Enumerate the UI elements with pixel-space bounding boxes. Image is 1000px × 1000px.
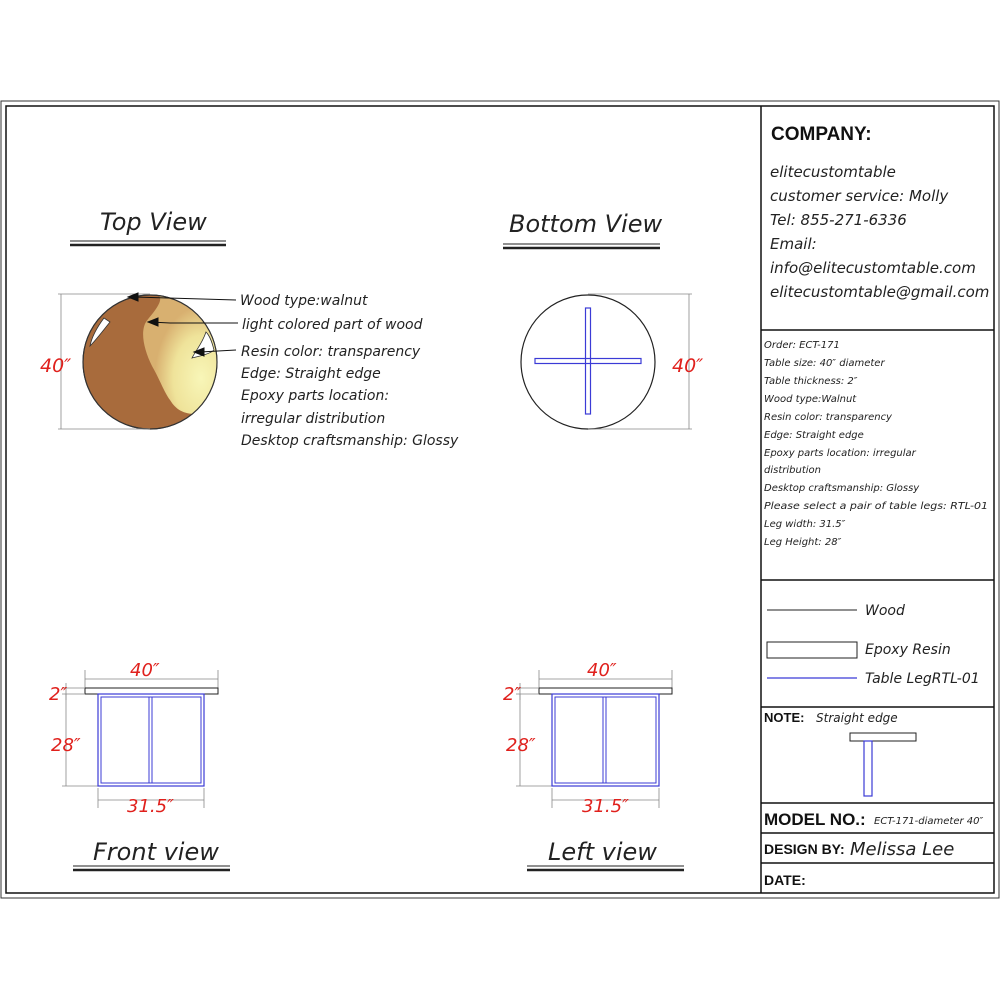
top-view-table: [83, 295, 220, 429]
company-info: [770, 163, 989, 301]
front-height-label: 28″: [51, 735, 81, 756]
front-leg-width-label: 31.5″: [127, 796, 174, 817]
edge-profile-diagram: [850, 733, 916, 796]
left-thickness-label: 2″: [503, 684, 522, 705]
left-height-label: 28″: [506, 735, 536, 756]
left-view-title: Left view: [548, 838, 657, 866]
front-leg-frame: [98, 694, 204, 786]
design-value: Melissa Lee: [850, 839, 955, 860]
annotation-edge: Edge: Straight edge: [241, 366, 381, 382]
left-view: [503, 660, 672, 817]
order-line: Leg width: 31.5″: [764, 519, 846, 530]
company-email-1: info@elitecustomtable.com: [770, 259, 976, 277]
front-width-label: 40″: [130, 660, 160, 681]
legend-wood-label: Wood: [865, 603, 905, 619]
date-label: DATE:: [764, 872, 806, 888]
left-width-label: 40″: [587, 660, 617, 681]
order-line: Leg Height: 28″: [764, 537, 842, 548]
front-thickness-label: 2″: [49, 684, 68, 705]
company-service: customer service: Molly: [770, 187, 949, 205]
bottom-view-table: [521, 295, 655, 429]
annotation-light-wood: light colored part of wood: [242, 317, 423, 333]
bottom-diameter-label: 40″: [672, 355, 704, 377]
company-name: elitecustomtable: [770, 163, 896, 181]
legend-leg-label: Table LegRTL-01: [865, 671, 980, 687]
order-line: Epoxy parts location: irregular: [764, 448, 916, 459]
left-tabletop: [539, 688, 672, 694]
order-line: Resin color: transparency: [764, 412, 892, 423]
bottom-view-title: Bottom View: [509, 210, 663, 238]
legend-epoxy-swatch: [767, 642, 857, 658]
annotation-epoxy-location: Epoxy parts location:: [241, 388, 390, 404]
legend-epoxy-label: Epoxy Resin: [865, 642, 951, 658]
annotation-resin-color: Resin color: transparency: [241, 344, 421, 360]
model-value: ECT-171-diameter 40″: [874, 816, 984, 827]
order-line: Table thickness: 2″: [764, 376, 858, 387]
design-label: DESIGN BY:: [764, 841, 845, 857]
top-diameter-label: 40″: [40, 355, 72, 377]
order-line: Table size: 40″ diameter: [764, 358, 885, 369]
order-line: Please select a pair of table legs: RTL-01: [764, 501, 988, 512]
top-annotation-list: [240, 293, 459, 449]
annotation-craftsmanship: Desktop craftsmanship: Glossy: [241, 433, 459, 449]
order-line: distribution: [764, 465, 821, 476]
company-phone: Tel: 855-271-6336: [770, 211, 907, 229]
order-line: Wood type:Walnut: [764, 394, 857, 405]
order-line: Desktop craftsmanship: Glossy: [764, 483, 920, 494]
order-details: [764, 340, 988, 548]
company-email-label: Email:: [770, 235, 817, 253]
annotation-epoxy-distribution: irregular distribution: [241, 411, 386, 427]
legend: [767, 603, 980, 687]
front-view: [49, 660, 218, 817]
front-leg-inner: [101, 697, 201, 783]
annotation-wood-type: Wood type:walnut: [240, 293, 368, 309]
order-line: Edge: Straight edge: [764, 430, 864, 441]
note-label: NOTE:: [764, 710, 805, 725]
model-label: MODEL NO.:: [764, 810, 866, 829]
top-view-title: Top View: [100, 208, 207, 236]
note-value: Straight edge: [816, 711, 898, 725]
left-leg-width-label: 31.5″: [582, 796, 629, 817]
order-line: Order: ECT-171: [764, 340, 840, 351]
company-heading: COMPANY:: [771, 124, 872, 145]
front-tabletop: [85, 688, 218, 694]
company-email-2: elitecustomtable@gmail.com: [770, 283, 990, 301]
front-view-title: Front view: [93, 838, 219, 866]
